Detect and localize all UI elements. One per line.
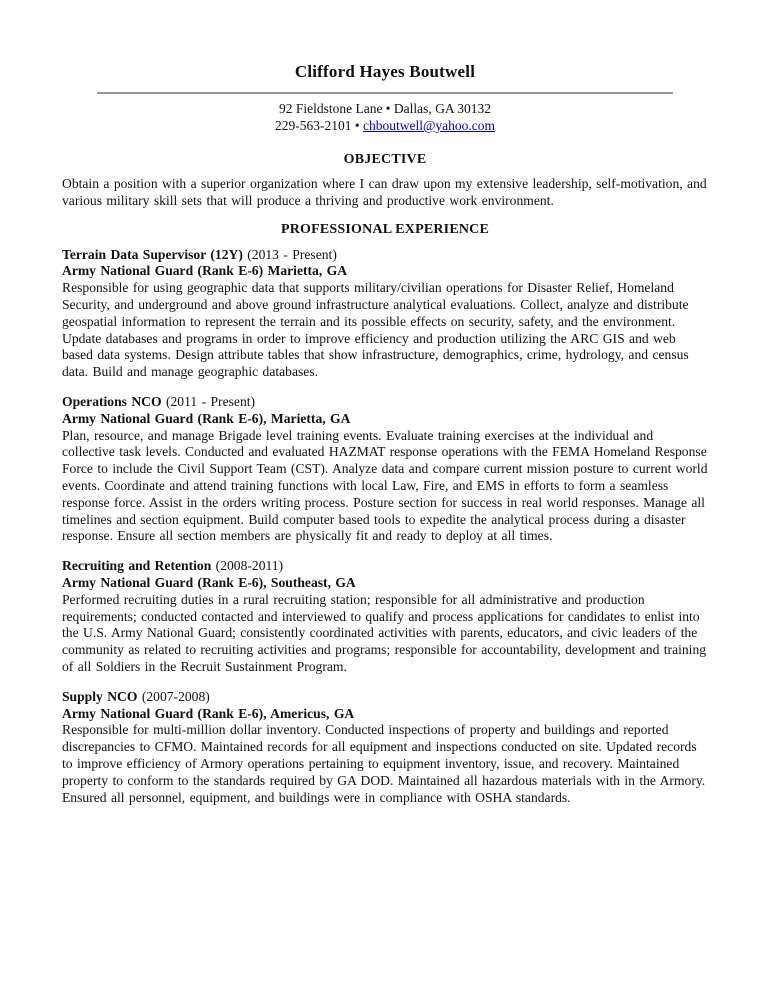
job-entry [62, 394, 708, 545]
job-title-line [62, 558, 708, 575]
bullet-separator: • [354, 118, 360, 133]
job-organization: Army National Guard (Rank E-6), Marietta, GA [62, 410, 351, 426]
job-entry [62, 689, 708, 807]
phone-number: 229-563-2101 [274, 118, 352, 133]
job-title-line [62, 689, 708, 706]
experience-heading: PROFESSIONAL EXPERIENCE [280, 221, 490, 237]
objective-heading: OBJECTIVE [343, 152, 427, 167]
resume-name: Clifford Hayes Boutwell [294, 62, 476, 81]
job-entry [62, 558, 708, 676]
job-organization: Army National Guard (Rank E-6) Marietta, GA [62, 263, 348, 279]
job-description: Plan, resource, and manage Brigade level training events. Evaluate training exercises at the individual and collective task levels. Conducted and evaluated HAZMAT response operations with the FEMA Homeland Response Force to include the Civil Support Team (CST). Analyze data and compare current mission posture to current world events. Coordinate and attend training functions with local Law, Fire, and EMS in efforts to form a seamless response force. Assist in the orders writing process. Posture section for success in real world responses. Manage all timelines and section equipment. Build computer based tools to expedite the analytical process during a disaster response. Ensure all section members are physically fit and ready to deploy at all times. [62, 427, 708, 544]
job-description: Performed recruiting duties in a rural recruiting station; responsible for all administrative and production requirements; conducted contacted and interviewed to qualify and process applications for candidates to enlist into the U.S. Army National Guard; consistently coordinated activities with parents, educators, and civic leaders of the community as related to recruiting activities and programs; responsible for accountability, development and training of all Soldiers in the Recruit Sustainment Program. [62, 591, 707, 674]
job-title: Operations NCO [62, 393, 162, 409]
job-organization: Army National Guard (Rank E-6), Americus, GA [62, 705, 355, 721]
job-dates: (2011 - Present) [165, 393, 256, 409]
job-dates: (2013 - Present) [247, 246, 337, 262]
objective-text: Obtain a position with a superior organization where I can draw upon my extensive leadership, self-motivation, and various military skill sets that will produce a thriving and productive work environment. [62, 176, 707, 208]
job-description: Responsible for using geographic data that supports military/civilian operations for Disaster Relief, Homeland Security, and underground and above ground infrastructure analytical evaluations. Collect, analyze and distribute geospatial information to represent the terrain and its possible effects on security, safety, and the environment. Update databases and programs in order to improve efficiency and production utilizing the ARC GIS and web based data systems. Design attribute tables that show infrastructure, demographics, crime, hydrology, and census data. Build and manage geographic databases. [62, 280, 689, 380]
address-line: 92 Fieldstone Lane • Dallas, GA 30132 [278, 101, 492, 116]
job-organization: Army National Guard (Rank E-6), Southeast, GA [62, 574, 356, 590]
job-entry [62, 247, 708, 381]
job-title: Recruiting and Retention [62, 558, 212, 574]
job-title: Supply NCO [62, 688, 138, 704]
job-description: Responsible for multi-million dollar inventory. Conducted inspections of property and buildings and reported discrepancies to CFMO. Maintained records for all equipment and inspections conducted on site. Updated records to improve efficiency of Armory operations pertaining to equipment inventory, issue, and recovery. Maintained property to conform to the standards required by GA DOD. Maintained all hazardous materials with in the Armory. Ensured all personnel, equipment, and buildings were in compliance with OSHA standards. [62, 722, 706, 805]
email-link[interactable]: chboutwell@yahoo.com [362, 118, 495, 133]
header-divider [97, 92, 673, 94]
job-title: Terrain Data Supervisor (12Y) [62, 246, 243, 262]
job-dates: (2007-2008) [141, 688, 210, 704]
contact-line [62, 117, 708, 134]
job-title-line [62, 247, 708, 264]
job-dates: (2008-2011) [215, 558, 284, 574]
job-title-line [62, 394, 708, 411]
